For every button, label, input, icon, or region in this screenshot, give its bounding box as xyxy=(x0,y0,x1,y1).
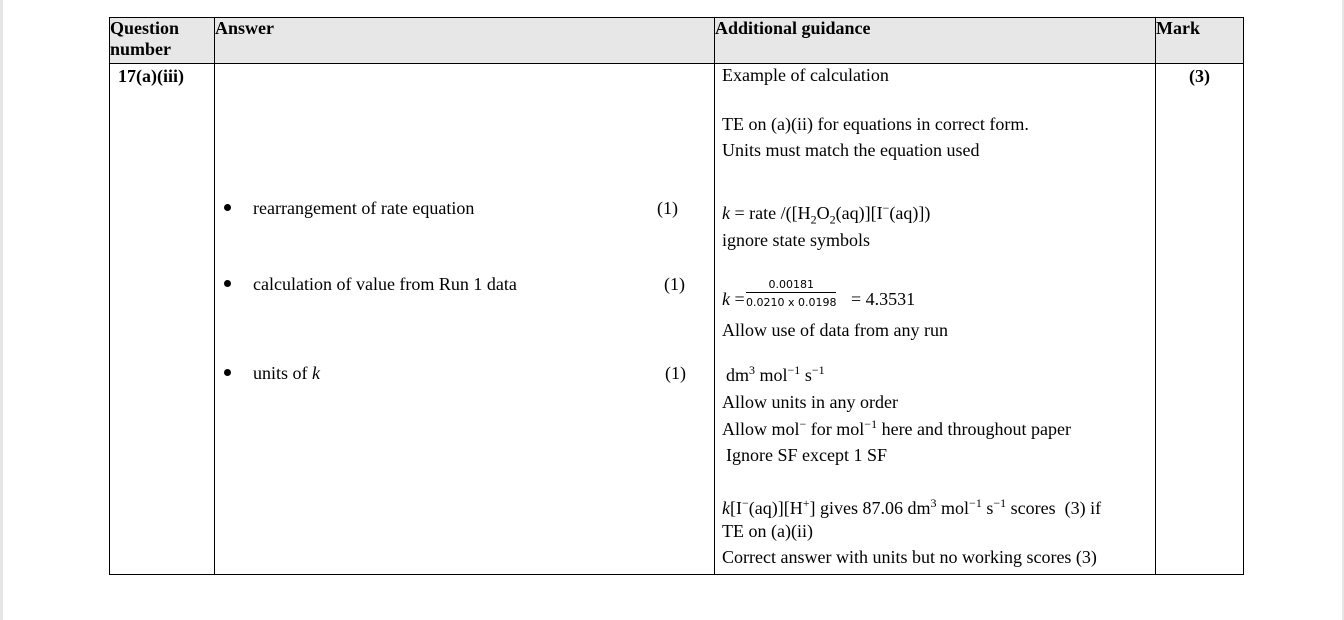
answer-point-2: calculation of value from Run 1 data xyxy=(253,274,517,294)
guidance-te-note: TE on (a)(ii) for equations in correct form. xyxy=(722,114,1029,134)
k-calculation-fraction xyxy=(746,278,836,309)
header-question-number: Question number xyxy=(110,18,215,64)
answer-point-2-mark: (1) xyxy=(664,274,685,294)
guidance-example-heading: Example of calculation xyxy=(722,65,889,85)
guidance-allow-any-run: Allow use of data from any run xyxy=(722,320,948,340)
answer-point-1: rearrangement of rate equation xyxy=(253,198,475,218)
header-mark: Mark xyxy=(1156,18,1244,64)
guidance-ignore-state: ignore state symbols xyxy=(722,230,870,250)
answer-cell xyxy=(215,64,715,575)
guidance-units-note: Units must match the equation used xyxy=(722,140,980,160)
bullet-icon xyxy=(224,369,231,376)
total-mark: (3) xyxy=(1156,64,1244,575)
fraction-denominator: 0.0210 x 0.0198 xyxy=(746,296,837,309)
k-equals-label: k = xyxy=(722,289,745,309)
guidance-correct-answer: Correct answer with units but no working scores (3) xyxy=(722,547,1097,567)
guidance-alternative-k: k[I−(aq)][H+] gives 87.06 $dm^3$ mol$^{-1}$ $s^{-1}$ scores (3) if xyxy=(722,496,1102,518)
question-number: 17(a)(iii) xyxy=(110,64,215,575)
answer-point-3-mark: (1) xyxy=(665,363,686,383)
k-result: = 4.3531 xyxy=(851,289,916,309)
guidance-cell xyxy=(715,64,1156,575)
header-answer: Answer xyxy=(215,18,715,64)
question-row xyxy=(110,64,1244,575)
units-of-k-value: $dm^3$ mol$^{-1}$ $s^{-1}$ xyxy=(726,363,825,385)
left-scroll-edge xyxy=(0,0,3,620)
answer-point-1-mark: (1) xyxy=(657,198,678,218)
bullet-icon xyxy=(224,204,231,211)
header-additional-guidance: Additional guidance xyxy=(715,18,1156,64)
rate-equation-rearranged: k = rate $/([H_2O_2(aq)][I^-(aq)])$ xyxy=(722,201,931,227)
guidance-ignore-sf: Ignore SF except 1 SF xyxy=(726,445,887,465)
fraction-numerator: 0.00181 xyxy=(746,278,836,293)
mark-scheme-table xyxy=(109,17,1244,575)
guidance-allow-mol-minus: Allow mol− for mol$^{-1}$ here and throughout paper xyxy=(722,417,1072,439)
guidance-allow-any-order: Allow units in any order xyxy=(722,392,898,412)
answer-point-3: units of k xyxy=(253,363,321,383)
guidance-te-a-ii: TE on (a)(ii) xyxy=(722,521,813,541)
bullet-icon xyxy=(224,280,231,287)
header-row xyxy=(110,18,1244,64)
